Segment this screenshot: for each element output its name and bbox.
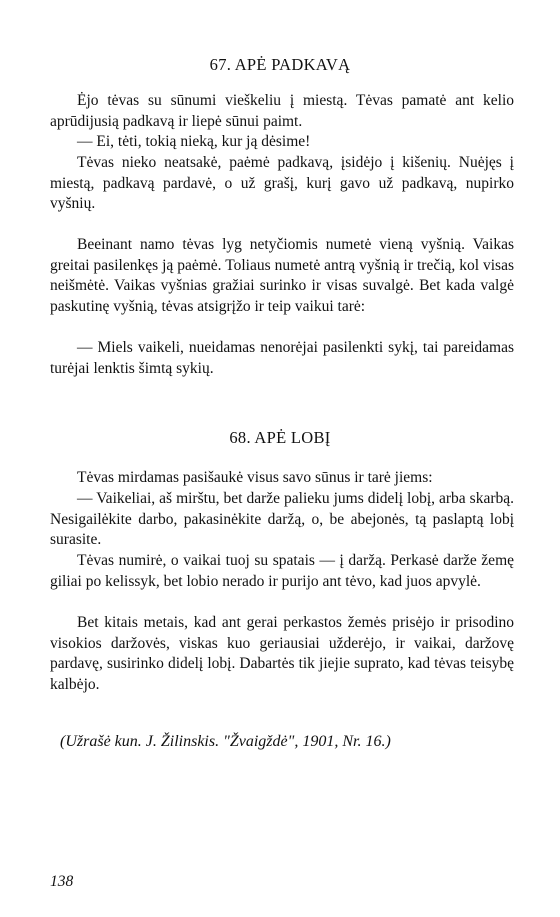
- story2-paragraph-3: Tėvas numirė, o vaikai tuoj su spatais — į daržą. Perkasė darže žemę giliai po kelissyk, bet lobio nerado ir purijo ant tėvo, kad juos apvylė.: [50, 552, 514, 590]
- story2-paragraph-4: Bet kitais metais, kad ant gerai perkastos žemės prisėjo ir prisodino visokios daržovės, viskas kuo geriausiai užderėjo, ir vaikai, daržovę pardavę, susirinko didelį lobį. Dabartės tik jiejie suprato, kad tėvas teisybę kalbėjo.: [50, 614, 514, 693]
- story1-paragraph-3: Tėvas nieko neatsakė, paėmė padkavą, įsidėjo į kišenių. Nuėjęs į miestą, padkavą pardavė, o už grašį, kurį gavo už padkavą, nupirko vyšnių.: [50, 154, 514, 213]
- story-title-lobi: 68. APĖ LOBĮ: [229, 428, 331, 447]
- story2-paragraph-2: — Vaikeliai, aš mirštu, bet darže palieku jums didelį lobį, arba skarbą. Nesigailėkite darbo, pakasinėkite daržą, o, be abejonės, tą paslaptą lobį surasite.: [50, 490, 514, 549]
- story1-paragraph-5: — Miels vaikeli, nueidamas nenorėjai pasilenkti sykį, tai pareidamas turėjai lenktis šimtą sykių.: [50, 339, 514, 377]
- story1-paragraph-2: — Ei, tėti, tokią nieką, kur ją dėsime!: [77, 133, 311, 150]
- story-title-padkava: 67. APĖ PADKAVĄ: [209, 55, 351, 74]
- source-credit: (Užrašė kun. J. Žilinskis. "Žvaigždė", 1901, Nr. 16.): [60, 733, 391, 750]
- page-number: 138: [50, 873, 74, 890]
- story1-paragraph-1: Ėjo tėvas su sūnumi vieškeliu į miestą. Tėvas pamatė ant kelio aprūdijusią padkavą ir liepė sūnui paimt.: [50, 92, 514, 130]
- story2-paragraph-1: Tėvas mirdamas pasišaukė visus savo sūnus ir tarė jiems:: [77, 469, 433, 486]
- story1-paragraph-4: Beeinant namo tėvas lyg netyčiomis numetė vieną vyšnią. Vaikas greitai pasilenkęs ją paėmė. Toliaus numetė antrą vyšnią ir trečią, kol visas neišmėtė. Vaikas vyšnias gražiai surinko ir visas suvalgė. Bet kada valgė paskutinę vyšnią, tėvas atsigrįžo ir teip vaikui tarė:: [50, 236, 514, 315]
